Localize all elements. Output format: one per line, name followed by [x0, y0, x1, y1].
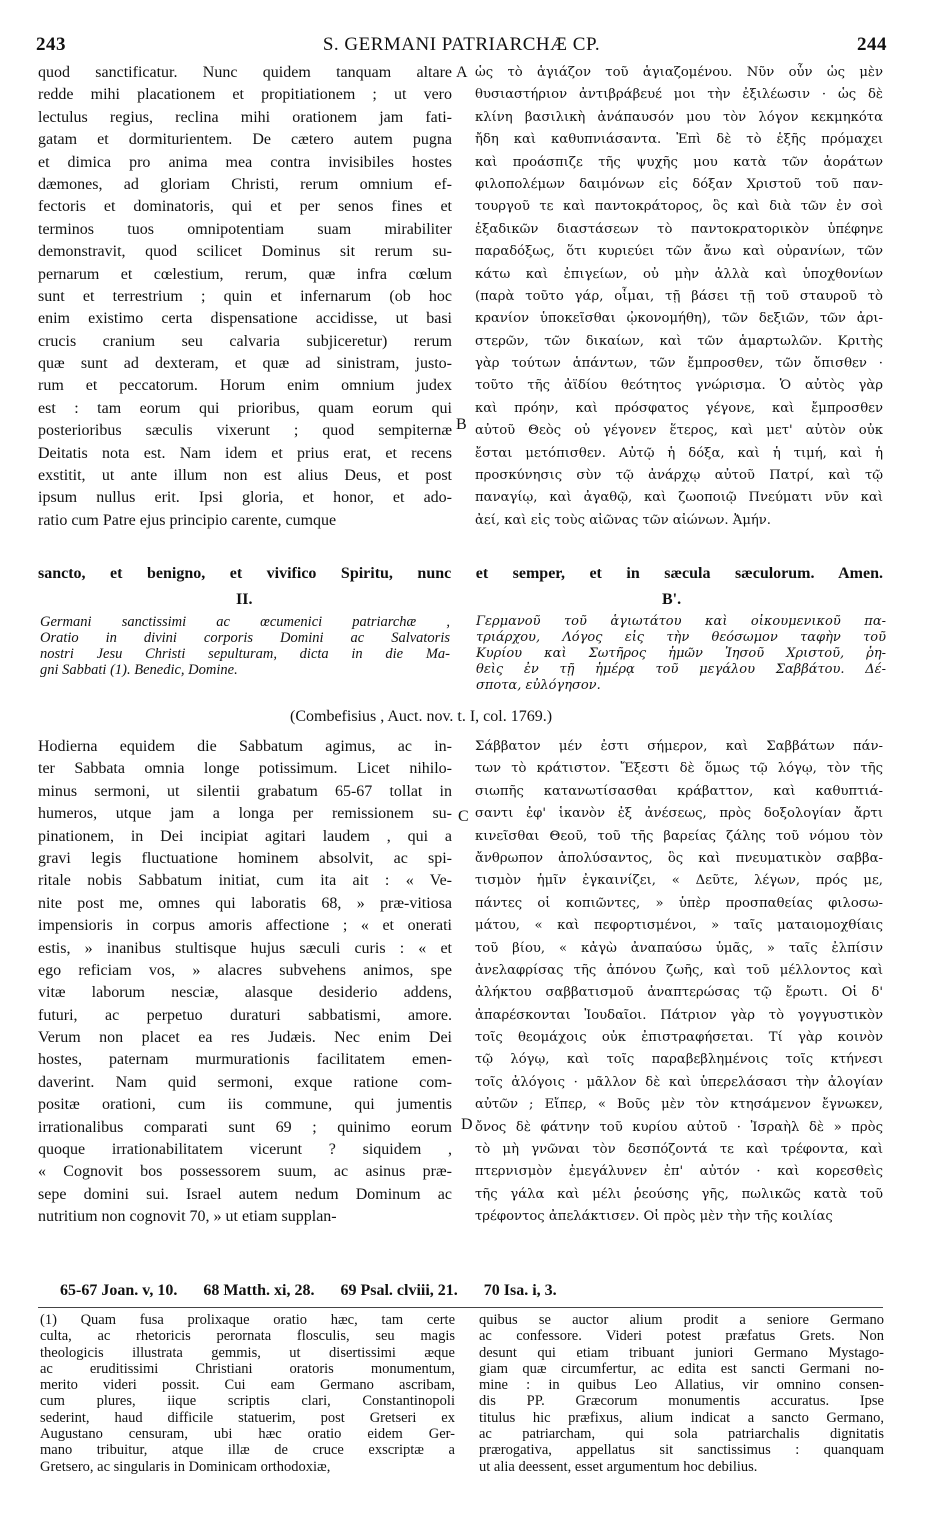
latin-text-line: enim existimo certa dispensatione accidisse, ut basi [38, 310, 452, 328]
greek-text-line: τουργοῦ τε καὶ παντοκράτορος, ὃς καὶ διὰ τῶν ἐν σοὶ [475, 199, 883, 215]
greek-text-line: τοῦ βίου, « κἀγὼ ἀναπαύσω ὑμᾶς, » ταῖς ἐλπίσιν [475, 940, 883, 956]
footnote-line: ut alia deessent, esset argumentum hoc debilius. [479, 1458, 758, 1475]
latin-text-line: ritale nobis Sabbatum initiat, cum ita ait : « Ve- [38, 872, 452, 890]
latin-text-line: Verum non placet ea res Judæis. Nec enim Dei [38, 1029, 452, 1047]
footnote-line: quibus se auctor alium prodit a seniore Germano [479, 1312, 884, 1328]
greek-text-line: των τὸ κράτιστον. Ἔξεστι δὲ ὅμως τῷ λόγῳ, τὸν τῆς [475, 761, 883, 777]
latin-text-line: « Cognovit bos possessorem suum, ac asinus præ- [38, 1163, 452, 1181]
scripture-reference: 69 Psal. clviii, 21. [340, 1282, 458, 1299]
greek-text-line: θυσιαστήριον ἀντιβράβευέ μοι τὴν ἐξιλέωσιν · ὡς δὲ [475, 87, 883, 103]
latin-text-line: crucis cranium seu calvaria subjiceretur) rerum [38, 332, 452, 350]
footnote-line: cum plures, iique scriptis clari, Constantinopoli [40, 1393, 455, 1410]
greek-text-line: γὰρ τούτων ἁπάντων, τῶν ἔμπροσθεν, τῶν ὄπισθεν · [475, 356, 883, 372]
footnote-line: (1) Quam fusa prolixaque oratio hæc, tam certe [40, 1312, 455, 1328]
margin-letter-c: C [458, 808, 469, 825]
footnote-line: Gretsero, ac singularis in Dominicam orthodoxiæ, [40, 1458, 331, 1475]
latin-text-line: quod sanctificatur. Nunc quidem tanquam altare [38, 64, 452, 81]
greek-text-line: (παρὰ τοῦτο γάρ, οἶμαι, τῇ βάσει τῇ τοῦ σταυροῦ τὸ [475, 288, 883, 304]
latin-text-line: irrationalibus comparati sunt 69 ; quinimo eorum [38, 1118, 452, 1136]
greek-text-line: αὐτοῦ Θεὸς οὐ γέγονεν ἕτερος, καὶ μετ' αὐτὸν οὐκ [475, 423, 883, 439]
latin-text-line: fectoris et dominatoris, qui et per senos fines et [38, 198, 452, 216]
margin-letter-d: D [461, 1116, 473, 1133]
section-title-greek [476, 614, 886, 694]
latin-text-line: impensioris in corpus amoris affectione ; « et onerati [38, 917, 452, 935]
greek-text-line: ἤδη καὶ καθυπνιάσαντα. Ἐπὶ δὲ τὸ ἑξῆς πρόμαχει [475, 132, 883, 148]
greek-text-line: μάτου, « καὶ πεφορτισμένοι, » ταῖς ματαιομοχθίαις [475, 918, 883, 934]
latin-text-line: futuri, ac perpetuo duraturi sabbatismi, amore. [38, 1006, 452, 1024]
footnote-line: giam quæ circumfertur, ac edita est sancti Germani no- [479, 1360, 884, 1377]
greek-column-top [475, 62, 883, 532]
greek-text-line: στερῶν, τῶν δικαίων, καὶ τῶν ἁμαρτωλῶν. Κριτὴς [475, 333, 883, 349]
latin-text-line: rum et peccatorum. Horum enim omnium judex [38, 377, 452, 395]
latin-text-line: hostes, paternam murmurationis facilitatem emen- [38, 1051, 452, 1069]
scripture-reference: 70 Isa. i, 3. [483, 1282, 557, 1299]
latin-text-line: quæ sunt ad dexteram, et quæ ad sinistram, justo- [38, 355, 452, 373]
greek-text-line: κρανίον ὑποκεῖσθαι ᾠκονομήθη), τῶν δεξιῶν, τῶν ἀρι- [475, 311, 883, 327]
latin-text-line: Deitatis nota est. Nam idem et prius erat, et recens [38, 444, 452, 462]
latin-text-line: ego reficiam vos, » alacres subvehens animos, spe [38, 961, 452, 979]
greek-text-line: κινεῖσθαι Θεοῦ, τοῦ τῆς βαρείας ζάλης τοῦ νόμου τὸν [475, 828, 883, 844]
latin-text-line: daverint. Nam quid sermoni, exque ratione com- [38, 1073, 452, 1091]
greek-text-line: ἔσται μετόπισθεν. Αὐτῷ ἡ δόξα, καὶ ἡ τιμή, καὶ ἡ [475, 445, 883, 461]
latin-text-line: sunt et terrestrium ; quin et infernarum (ob hoc [38, 287, 452, 305]
latin-text-line: exstitit, ut ante illum non est alius Deus, et post [38, 467, 452, 485]
footnote-line: theologicis illustrata gemmis, ut disertissimi æque [40, 1344, 455, 1361]
greek-text-line: σιωπῆς κατανωτίσασθαι κράβαττον, καὶ καθυπτιά- [475, 783, 883, 799]
greek-text-line: ἑξαδικῶν διαστάσεων τὸ παντοκρατορικὸν ὑπέφηνε [475, 221, 883, 237]
page-number-right: 244 [857, 34, 887, 55]
greek-text-line: ἀπαρέσκονται Ἰουδαῖοι. Πάτριον γὰρ τὸ γογγυστικὸν [475, 1007, 883, 1023]
page-number-left: 243 [36, 34, 66, 55]
greek-text-line: προσκύνησις σὺν τῷ ἀνάρχῳ αὐτοῦ Πατρί, καὶ τῷ [475, 468, 883, 484]
footnote-line: merito videri possit. Cui eam Germano ascribam, [40, 1377, 455, 1394]
latin-column-main [38, 736, 452, 1229]
latin-text-line: redde mihi placationem et propitiationem ; ut vero [38, 86, 452, 104]
footnote-line: Augustano censuram, ubi hæc oratio eidem Ger- [40, 1426, 455, 1443]
latin-text-line: demonstravit, quod scilicet Dominus sit rerum su- [38, 243, 452, 261]
section-number-greek: Β'. [662, 591, 682, 608]
footnote-line: mano tribuitur, atque illæ de cruce exscriptæ a [40, 1442, 455, 1459]
greek-text-line: Σάββατον μέν ἐστι σήμερον, καὶ Σαββάτων πάν- [475, 739, 883, 754]
latin-text-line: estis, » inanibus stultisque hujus sæculi curis : « et [38, 939, 452, 957]
latin-text-line: humeros, utque jam a longa per remissionem su- [38, 805, 452, 823]
greek-text-line: τὸ μὴ γνῶναι τὸν δεσπόζοντά τε καὶ τρέφοντα, καὶ [475, 1142, 883, 1158]
greek-text-line: τῷ λόγῳ, καὶ τοῖς παραβεβλημένοις τοῖς κτήνεσι [475, 1052, 883, 1068]
running-title: S. GERMANI PATRIARCHÆ CP. [322, 34, 601, 55]
greek-text-line: ἀεί, καὶ εἰς τοὺς αἰῶνας τῶν αἰώνων. Ἀμήν. [475, 512, 772, 528]
latin-text-line: lectulus regius, reclina mihi orationem jam fati- [38, 108, 452, 126]
latin-text-line: ratio cum Patre ejus principio carente, cumque [38, 511, 337, 529]
section-title-line: Oratio in divini corporis Domini ac Salvatoris [40, 630, 450, 646]
margin-letter-a: A [456, 64, 468, 81]
greek-text-line: τοῖς θεομάχοις οὐκ ἐπιστραφήσεται. Τί γὰρ κοινὸν [475, 1030, 883, 1046]
greek-text-line: αὐτῶν ; Εἴπερ, « Βοῦς μὲν τὸν κτησάμενον ἔγνωκεν, [475, 1097, 883, 1113]
latin-text-line: vitæ laborum nesciæ, alasque desiderio addens, [38, 984, 452, 1002]
greek-text-line: σαντι ἐφ' ἱκανὸν ἐξ ἀνέσεως, πρὸς δοξολογίαν ἄρτι [475, 806, 883, 822]
latin-text-line: nite post me, omnes qui laboratis 68, » præ-vitiosa [38, 894, 452, 912]
footnote-line: ac eruditissimi Christiani oratoris monumentum, [40, 1360, 455, 1377]
footnote-line: prærogativa, appellatus sit sanctissimus : quanquam [479, 1442, 884, 1459]
section-title-line: Germani sanctissimi ac œcumenici patriarchæ , [40, 614, 450, 630]
scripture-references [60, 1282, 760, 1300]
latin-column-top [38, 62, 452, 532]
footnote-line: desunt qui etiam tribuant juniori Germano Mystago- [479, 1344, 884, 1361]
greek-text-line: κλίνη βασιλικὴ ἀνάπαυσόν μου τὸν λόγον κεκμηκότα [475, 109, 883, 125]
section-title-line: Γερμανοῦ τοῦ ἁγιωτάτου καὶ οἰκουμενικοῦ πα- [476, 614, 886, 629]
greek-text-line: τρέφοντος ἀπελάκτισεν. Οἱ πρὸς μὲν τὴν τῆς κοιλίας [475, 1209, 833, 1225]
greek-text-line: κάτω καὶ ἐπιγείων, οὐ μὴν ἀλλὰ καὶ ὑποχθονίων [475, 266, 883, 282]
scripture-reference: 68 Matth. xi, 28. [203, 1282, 315, 1299]
greek-text-line: καὶ προάσπιζε τῆς ψυχῆς μου κατὰ τῶν ἀοράτων [475, 154, 883, 170]
page-header [36, 34, 887, 56]
section-title-line: nostri Jesu Christi sepulturam, dicta in die Ma- [40, 646, 450, 662]
footnote-line: ac confessore. Videri potest præfatus Grets. Non [479, 1328, 884, 1345]
latin-text-line: et dimica pro anima mea contra invisibiles hostes [38, 153, 452, 171]
section-number-latin: II. [236, 591, 253, 608]
latin-text-line: nutritium non cognovit 70, » ut etiam supplan- [38, 1208, 337, 1226]
section-title-line: gni Sabbati (1). Benedic, Domine. [40, 662, 238, 678]
latin-text-line: ter Sabbata omnia longe potissimum. Licet nihilo- [38, 760, 452, 778]
footnote-left [40, 1312, 455, 1475]
section-title-line: τριάρχου, Λόγος εἰς τὴν θεόσωμον ταφὴν τοῦ [476, 630, 886, 645]
greek-text-line: πάντες οἱ κοπιῶντες, » ὑπὲρ προσπαθείας φιλοσω- [475, 895, 883, 911]
source-citation: (Combefisius , Auct. nov. t. I, col. 1769.) [290, 708, 553, 725]
footnote-line: ac patriarcham, qui sola patriarchalis dignitatis [479, 1426, 884, 1443]
greek-text-line: παραδόξως, ὅτι κυριεύει τῶν ἄνω καὶ οὐρανίων, τῶν [475, 244, 883, 260]
greek-text-line: φιλοπολέμων δαιμόνων εἰς δόξαν Χριστοῦ τοῦ παν- [475, 176, 883, 192]
latin-text-line: sepe domini sui. Israel autem nedum Dominum ac [38, 1185, 452, 1203]
latin-text-line: est : tam eorum qui prioribus, quam eorum qui [38, 399, 452, 417]
footnote-rule [38, 1307, 883, 1308]
footnote-line: mine : in quibus Leo Allatius, vir omnino consen- [479, 1377, 884, 1394]
section-title-line: σποτα, εὐλόγησον. [476, 678, 601, 693]
greek-text-line: ὄνος δὲ φάτνην τοῦ κυρίου αὐτοῦ · Ἰσραὴλ δὲ » πρὸς [475, 1119, 883, 1135]
greek-text-line: παναγίῳ, καὶ ἀγαθῷ, καὶ ζωοποιῷ Πνεύματι νῦν καὶ [475, 490, 883, 506]
greek-column-main [475, 736, 883, 1229]
greek-text-line: ἄνθρωπον ἀπολύσαντος, ὃς καὶ πνευματικὸν σαββα- [475, 850, 883, 866]
footnote-line: culta, ac rhetoricis perornata flosculis, seu magis [40, 1328, 455, 1345]
greek-text-line: τοῦτο τῆς ἀϊδίου θεότητος γνώρισμα. Ὁ αὐτὸς γὰρ [475, 378, 883, 394]
latin-text-line: positæ orationi, cum iis commune, qui jumentis [38, 1096, 452, 1114]
latin-text-line: terminos tuos omnipotentiam suam mirabiliter [38, 220, 452, 238]
latin-text-line: quoque irrationabilitatem vicerunt ? siquidem , [38, 1141, 452, 1159]
footnote-line: sederint, haud difficile statuerim, post Gretseri ex [40, 1409, 455, 1426]
scripture-reference: 65-67 Joan. v, 10. [60, 1282, 178, 1299]
margin-letter-b: B [456, 416, 467, 433]
latin-text-line: posterioribus sæculis vixerunt ; quod sempiternæ [38, 422, 452, 440]
section-title-line: θεὶς ἐν τῇ ἡμέρᾳ τοῦ μεγάλου Σαββάτου. Δέ- [476, 662, 886, 677]
latin-text-line: ipsum nullus erit. Ipsi gloria, et honor, et ado- [38, 489, 452, 507]
latin-text-line: Hodierna equidem die Sabbatum agimus, ac in- [38, 738, 452, 755]
latin-text-line: dæmones, ad gloriam Christi, rerum omnium ef- [38, 175, 452, 193]
footnote-right [479, 1312, 884, 1475]
footnote-line: dis PP. Græcorum monumentis accuratus. Ipse [479, 1393, 884, 1410]
greek-text-line: ὡς τὸ ἁγιάζον τοῦ ἁγιαζομένου. Νῦν οὖν ὡς μὲν [475, 65, 883, 80]
latin-text-line: gatam et dormiturientem. De cætero autem pugna [38, 131, 452, 149]
greek-text-line: καὶ πρόην, καὶ πρόσφατος γέγονε, καὶ ἔμπροσθεν [475, 400, 883, 416]
section-title-line: Κυρίου καὶ Σωτῆρος ἡμῶν Ἰησοῦ Χριστοῦ, ῥη- [476, 646, 886, 661]
greek-text-line: ἀλήκτου σαββατισμοῦ ἀναπτερώσας τῷ ἔρωτι. Οἱ δ' [475, 985, 883, 1001]
greek-text-line: ἀνελαφρίσας τῆς ἀπόνου ζωῆς, καὶ τοῦ μέλλοντος καὶ [475, 962, 883, 978]
greek-text-line: πτερνισμὸν ἐμεγάλυνεν ἐπ' αὐτόν · καὶ κορεσθεὶς [475, 1164, 883, 1180]
footnote-line: titulus hic præfixus, alium indicat a sancto Germano, [479, 1409, 884, 1426]
latin-text-line: gravi legis fluctuatione hominem absolvit, ac spi- [38, 849, 452, 867]
greek-text-line: τοῖς ἀλόγοις · μᾶλλον δὲ καὶ ὑπερελάσασι τὴν ἀλογίαν [475, 1074, 883, 1090]
greek-text-line: τῆς γάλα καὶ μέλι ῥεούσης γῆς, πωλικῶς κατὰ τοῦ [475, 1186, 883, 1202]
closing-doxology-line: sancto, et benigno, et vivifico Spiritu, nunc et semper, et in sæcula sæculorum. Amen. [38, 565, 883, 582]
latin-text-line: pernarum et cœlestium, rerum, quæ infra cœlum [38, 265, 452, 283]
section-title-latin [40, 614, 450, 678]
greek-text-line: τισμὸν ἡμῖν ἐγκαινίζει, « Δεῦτε, λέγων, πρός με, [475, 873, 883, 889]
latin-text-line: minus sermoni, ut silentii grabatum 65-67 tollat in [38, 782, 452, 800]
latin-text-line: pinationem, in Dei incipiat agitari laudem , qui a [38, 827, 452, 845]
